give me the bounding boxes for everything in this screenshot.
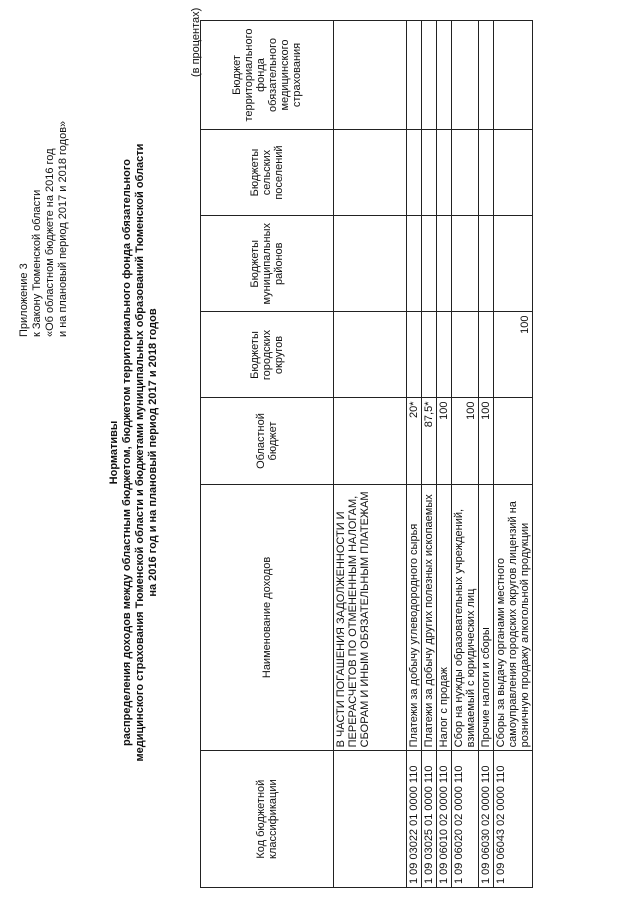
fund-cell (452, 21, 479, 130)
table-row (422, 21, 437, 888)
city-cell (407, 312, 422, 398)
district-cell (479, 216, 494, 312)
section-row (334, 21, 407, 888)
appendix-line: и на плановый период 2017 и 2018 годов» (57, 120, 69, 337)
units-note: (в процентах) (190, 7, 202, 77)
city-cell: 100 (494, 312, 533, 398)
table-cell (334, 130, 407, 216)
column-header: Бюджет территориального фонда обязательного медицинского страхования (201, 21, 334, 130)
table-cell (334, 216, 407, 312)
rural-cell (422, 130, 437, 216)
code-cell: 1 09 06020 02 0000 110 (452, 751, 479, 888)
title-line: медицинского страхования Тюменской области и бюджетами муниципальных образований Тюменской области (134, 143, 146, 762)
column-header: Областной бюджет (201, 398, 334, 484)
district-cell (452, 216, 479, 312)
table-row (407, 21, 422, 888)
fund-cell (494, 21, 533, 130)
rural-cell (494, 130, 533, 216)
column-header: Бюджеты муниципальных районов (201, 216, 334, 312)
column-header: Код бюджетной классификации (201, 751, 334, 888)
column-header: Наименование доходов (201, 484, 334, 751)
table-row (452, 21, 479, 888)
name-cell: Платежи за добычу углеводородного сырья (407, 484, 422, 751)
code-cell: 1 09 03022 01 0000 110 (407, 751, 422, 888)
name-cell: Налог с продаж (437, 484, 452, 751)
rural-cell (407, 130, 422, 216)
regional-cell: 100 (452, 398, 479, 484)
district-cell (494, 216, 533, 312)
name-cell: Сбор на нужды образовательных учреждений, взимаемый с юридических лиц (452, 484, 479, 751)
code-cell: 1 09 06030 02 0000 110 (479, 751, 494, 888)
fund-cell (437, 21, 452, 130)
regional-cell: 87,5* (422, 398, 437, 484)
appendix-line: Приложение 3 (18, 263, 30, 337)
regional-cell: 20* (407, 398, 422, 484)
city-cell (479, 312, 494, 398)
city-cell (452, 312, 479, 398)
regional-cell: 100 (437, 398, 452, 484)
appendix-line: «Об областном бюджете на 2016 год (44, 148, 56, 337)
appendix-note (18, 17, 70, 337)
column-header: Бюджеты сельских поселений (201, 130, 334, 216)
rural-cell (479, 130, 494, 216)
table-row (494, 21, 533, 888)
fund-cell (407, 21, 422, 130)
name-cell: Платежи за добычу других полезных ископаемых (422, 484, 437, 751)
code-cell: 1 09 06010 02 0000 110 (437, 751, 452, 888)
rural-cell (437, 130, 452, 216)
district-cell (422, 216, 437, 312)
city-cell (422, 312, 437, 398)
document-title (108, 0, 160, 905)
name-cell: Прочие налоги и сборы (479, 484, 494, 751)
title-line: на 2016 год и на плановый период 2017 и 2018 годов (147, 308, 159, 597)
regional-cell (494, 398, 533, 484)
table-cell (334, 398, 407, 484)
code-cell: 1 09 03025 01 0000 110 (422, 751, 437, 888)
city-cell (437, 312, 452, 398)
table-cell (334, 312, 407, 398)
table-cell (334, 21, 407, 130)
table-header-row (201, 21, 334, 888)
table-row (437, 21, 452, 888)
fund-cell (422, 21, 437, 130)
district-cell (407, 216, 422, 312)
table-row (479, 21, 494, 888)
title-line: Нормативы (108, 420, 120, 485)
name-cell: Сборы за выдачу органами местного самоуправления городских округов лицензий на розничную продажу алкогольной продукции (494, 484, 533, 751)
rural-cell (452, 130, 479, 216)
title-line: распределения доходов между областным бюджетом, бюджетом территориального фонда обязательного (121, 159, 133, 746)
table-cell (334, 751, 407, 888)
regional-cell: 100 (479, 398, 494, 484)
appendix-line: к Закону Тюменской области (31, 189, 43, 337)
fund-cell (479, 21, 494, 130)
code-cell: 1 09 06043 02 0000 110 (494, 751, 533, 888)
district-cell (437, 216, 452, 312)
norms-table (200, 20, 533, 888)
section-heading: В ЧАСТИ ПОГАШЕНИЯ ЗАДОЛЖЕННОСТИ И ПЕРЕРАСЧЕТОВ ПО ОТМЕНЕННЫМ НАЛОГАМ, СБОРАМ И ИНЫМ ОБЯЗАТЕЛЬНЫМ ПЛАТЕЖАМ (334, 484, 407, 751)
column-header: Бюджеты городских округов (201, 312, 334, 398)
